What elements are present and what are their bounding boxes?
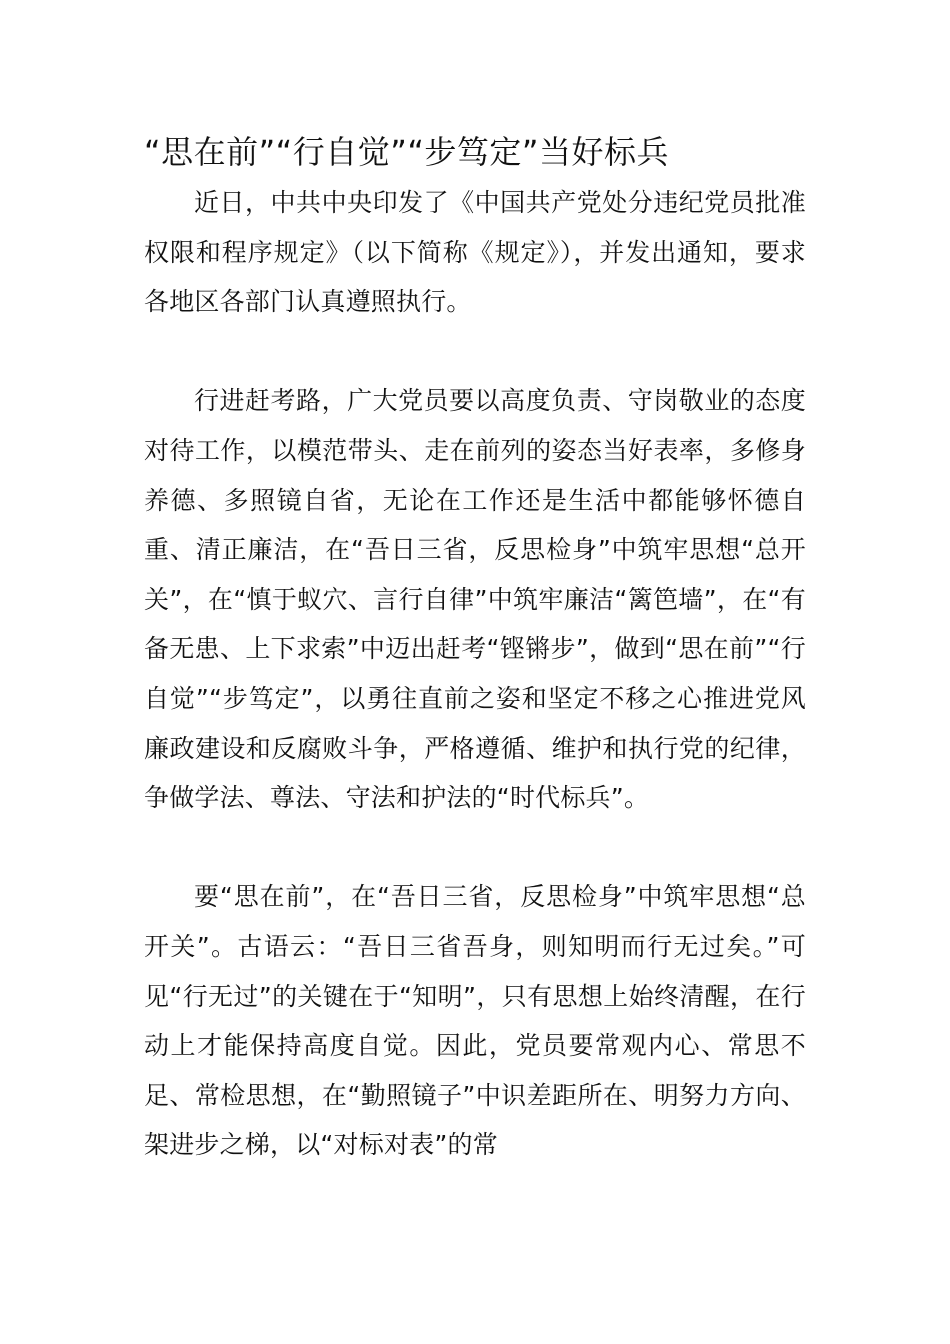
paragraph-spacer xyxy=(144,823,806,873)
document-body xyxy=(144,178,806,1170)
paragraph-intro: 近日，中共中央印发了《中国共产党处分违纪党员批准权限和程序规定》（以下简称《规定》），并发出通知，要求各地区各部门认真遵照执行。 xyxy=(144,188,806,317)
paragraph-think-first: 要“思在前”，在“吾日三省，反思检身”中筑牢思想“总开关”。古语云：“吾日三省吾身，则知明而行无过矣。”可见“行无过”的关键在于“知明”，只有思想上始终清醒，在行动上才能保持高度自觉。因此，党员要常观内心、常思不足、常检思想，在“勤照镜子”中识差距所在、明努力方向、架进步之梯，以“对标对表”的常 xyxy=(144,882,806,1160)
document-title: “思在前”“行自觉”“步笃定”当好标兵 xyxy=(144,133,669,171)
paragraph-spacer xyxy=(144,327,806,377)
paragraph-main: 行进赶考路，广大党员要以高度负责、守岗敬业的态度对待工作，以模范带头、走在前列的姿态当好表率，多修身养德、多照镜自省，无论在工作还是生活中都能够怀德自重、清正廉洁，在“吾日三省，反思检身”中筑牢思想“总开关”，在“慎于蚁穴、言行自律”中筑牢廉洁“篱笆墙”，在“有备无患、上下求索”中迈出赶考“铿锵步”，做到“思在前”“行自觉”“步笃定”，以勇往直前之姿和坚定不移之心推进党风廉政建设和反腐败斗争，严格遵循、维护和执行党的纪律，争做学法、尊法、守法和护法的“时代标兵”。 xyxy=(144,386,806,813)
